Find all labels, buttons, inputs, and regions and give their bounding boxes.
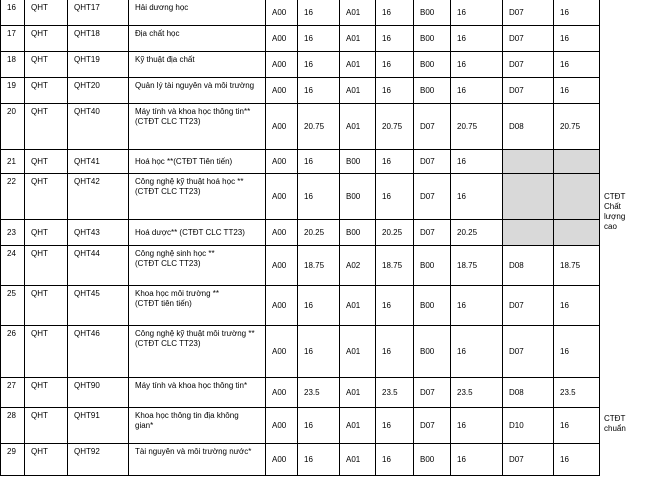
score-3: 16 — [451, 286, 503, 326]
combo-4: D08 — [503, 378, 554, 408]
score-2: 16 — [376, 26, 414, 52]
major-code: QHT18 — [68, 26, 129, 52]
score-3: 16 — [451, 78, 503, 104]
score-2: 16 — [376, 286, 414, 326]
combo-3: B00 — [414, 26, 451, 52]
major-name — [129, 326, 266, 378]
major-code: QHT19 — [68, 52, 129, 78]
major-code: QHT17 — [68, 0, 129, 26]
program-note — [600, 246, 646, 286]
school-code: QHT — [25, 78, 68, 104]
score-2: 20.25 — [376, 220, 414, 246]
table-row — [1, 26, 646, 52]
school-code: QHT — [25, 0, 68, 26]
combo-1: A00 — [266, 26, 298, 52]
combo-3: B00 — [414, 78, 451, 104]
combo-4: D07 — [503, 286, 554, 326]
score-1: 16 — [298, 78, 340, 104]
school-code: QHT — [25, 174, 68, 220]
combo-4: D08 — [503, 246, 554, 286]
table-row — [1, 246, 646, 286]
score-3: 16 — [451, 326, 503, 378]
combo-3: B00 — [414, 326, 451, 378]
score-1: 16 — [298, 150, 340, 174]
school-code: QHT — [25, 104, 68, 150]
school-code: QHT — [25, 286, 68, 326]
score-2: 16 — [376, 174, 414, 220]
major-name — [129, 286, 266, 326]
major-name — [129, 104, 266, 150]
combo-2: A02 — [340, 246, 376, 286]
table-row — [1, 52, 646, 78]
combo-4: D07 — [503, 26, 554, 52]
table-row — [1, 78, 646, 104]
combo-1: A00 — [266, 150, 298, 174]
major-name-line-1: Khoa học thông tin địa không — [135, 411, 239, 420]
score-4: 16 — [554, 52, 600, 78]
major-code: QHT41 — [68, 150, 129, 174]
score-4: 16 — [554, 444, 600, 476]
score-3: 16 — [451, 0, 503, 26]
score-1: 16 — [298, 286, 340, 326]
score-3: 16 — [451, 52, 503, 78]
score-2: 16 — [376, 78, 414, 104]
program-note-high-quality: CTĐT Chất lượng cao — [600, 150, 646, 246]
table-row — [1, 378, 646, 408]
major-name-line-2: (CTĐT CLC TT23) — [135, 187, 201, 196]
combo-1: A00 — [266, 52, 298, 78]
score-4: 16 — [554, 78, 600, 104]
score-3: 20.75 — [451, 104, 503, 150]
score-1: 16 — [298, 444, 340, 476]
program-note — [600, 52, 646, 78]
program-note — [600, 104, 646, 150]
score-3: 16 — [451, 26, 503, 52]
major-code: QHT40 — [68, 104, 129, 150]
row-number: 27 — [1, 378, 25, 408]
major-name-line-2: (CTĐT tiên tiến) — [135, 299, 192, 308]
combo-2: B00 — [340, 150, 376, 174]
score-3: 16 — [451, 444, 503, 476]
combo-3: D07 — [414, 174, 451, 220]
combo-4: D07 — [503, 78, 554, 104]
combo-3: B00 — [414, 0, 451, 26]
major-name: Hoá học **(CTĐT Tiên tiến) — [129, 150, 266, 174]
combo-2: A01 — [340, 326, 376, 378]
school-code: QHT — [25, 220, 68, 246]
major-code: QHT45 — [68, 286, 129, 326]
score-2: 16 — [376, 444, 414, 476]
score-1: 16 — [298, 174, 340, 220]
combo-4: D07 — [503, 326, 554, 378]
row-number: 29 — [1, 444, 25, 476]
score-4: 16 — [554, 326, 600, 378]
score-2: 16 — [376, 408, 414, 444]
row-number: 16 — [1, 0, 25, 26]
combo-2: A01 — [340, 104, 376, 150]
major-name-line-1: Công nghệ kỹ thuật môi trường ** — [135, 329, 255, 338]
major-name-line-2: gian* — [135, 421, 154, 430]
school-code: QHT — [25, 378, 68, 408]
major-code: QHT91 — [68, 408, 129, 444]
combo-2: B00 — [340, 174, 376, 220]
empty-cell — [503, 220, 554, 246]
major-name-line-2: (CTĐT CLC TT23) — [135, 117, 201, 126]
empty-cell — [554, 174, 600, 220]
major-name-line-1: Khoa học môi trường ** — [135, 289, 219, 298]
table-row — [1, 150, 646, 174]
school-code: QHT — [25, 408, 68, 444]
score-2: 23.5 — [376, 378, 414, 408]
major-name — [129, 246, 266, 286]
major-code: QHT92 — [68, 444, 129, 476]
row-number: 25 — [1, 286, 25, 326]
combo-3: D07 — [414, 220, 451, 246]
combo-3: D07 — [414, 150, 451, 174]
program-note-standard: CTĐT chuẩn — [600, 378, 646, 476]
combo-1: A00 — [266, 104, 298, 150]
row-number: 18 — [1, 52, 25, 78]
combo-1: A00 — [266, 78, 298, 104]
combo-1: A00 — [266, 378, 298, 408]
combo-4: D08 — [503, 104, 554, 150]
combo-3: B00 — [414, 444, 451, 476]
combo-2: A01 — [340, 286, 376, 326]
combo-2: A01 — [340, 52, 376, 78]
combo-2: A01 — [340, 0, 376, 26]
major-name: Kỹ thuật địa chất — [129, 52, 266, 78]
combo-1: A00 — [266, 408, 298, 444]
program-note — [600, 26, 646, 52]
row-number: 20 — [1, 104, 25, 150]
program-note — [600, 78, 646, 104]
score-3: 20.25 — [451, 220, 503, 246]
score-3: 16 — [451, 174, 503, 220]
score-3: 16 — [451, 150, 503, 174]
table-row — [1, 0, 646, 26]
combo-3: B00 — [414, 246, 451, 286]
score-1: 23.5 — [298, 378, 340, 408]
row-number: 19 — [1, 78, 25, 104]
row-number: 24 — [1, 246, 25, 286]
school-code: QHT — [25, 444, 68, 476]
major-code: QHT44 — [68, 246, 129, 286]
combo-2: A01 — [340, 444, 376, 476]
major-name-line-1: Máy tính và khoa học thông tin** — [135, 107, 251, 116]
major-name: Hoá dược** (CTĐT CLC TT23) — [129, 220, 266, 246]
major-name: Địa chất học — [129, 26, 266, 52]
combo-4: D07 — [503, 52, 554, 78]
score-4: 23.5 — [554, 378, 600, 408]
major-name-line-1: Công nghệ sinh học ** — [135, 249, 215, 258]
score-1: 20.75 — [298, 104, 340, 150]
row-number: 17 — [1, 26, 25, 52]
combo-1: A00 — [266, 174, 298, 220]
combo-3: D07 — [414, 378, 451, 408]
combo-2: A01 — [340, 408, 376, 444]
score-1: 16 — [298, 52, 340, 78]
major-name: Máy tính và khoa học thông tin* — [129, 378, 266, 408]
score-2: 16 — [376, 52, 414, 78]
score-1: 16 — [298, 326, 340, 378]
row-number: 26 — [1, 326, 25, 378]
combo-3: B00 — [414, 52, 451, 78]
school-code: QHT — [25, 26, 68, 52]
combo-3: D07 — [414, 104, 451, 150]
combo-4: D07 — [503, 444, 554, 476]
score-1: 16 — [298, 408, 340, 444]
program-note — [600, 0, 646, 26]
row-number: 22 — [1, 174, 25, 220]
score-4: 18.75 — [554, 246, 600, 286]
combo-1: A00 — [266, 0, 298, 26]
combo-1: A00 — [266, 286, 298, 326]
score-2: 20.75 — [376, 104, 414, 150]
score-4: 16 — [554, 286, 600, 326]
program-note — [600, 286, 646, 326]
major-name-line-2: (CTĐT CLC TT23) — [135, 339, 201, 348]
table-row — [1, 104, 646, 150]
school-code: QHT — [25, 326, 68, 378]
combo-1: A00 — [266, 220, 298, 246]
table-row — [1, 286, 646, 326]
combo-3: B00 — [414, 286, 451, 326]
score-3: 18.75 — [451, 246, 503, 286]
major-name-line-2: (CTĐT CLC TT23) — [135, 259, 201, 268]
table-row — [1, 408, 646, 444]
row-number: 23 — [1, 220, 25, 246]
score-2: 18.75 — [376, 246, 414, 286]
combo-2: B00 — [340, 220, 376, 246]
combo-1: A00 — [266, 246, 298, 286]
table-row — [1, 220, 646, 246]
combo-1: A00 — [266, 444, 298, 476]
major-name: Hải dương học — [129, 0, 266, 26]
score-2: 16 — [376, 0, 414, 26]
major-name — [129, 174, 266, 220]
major-name — [129, 408, 266, 444]
program-note — [600, 326, 646, 378]
row-number: 21 — [1, 150, 25, 174]
empty-cell — [503, 150, 554, 174]
score-1: 18.75 — [298, 246, 340, 286]
score-2: 16 — [376, 150, 414, 174]
combo-2: A01 — [340, 378, 376, 408]
empty-cell — [554, 220, 600, 246]
score-1: 20.25 — [298, 220, 340, 246]
major-code: QHT20 — [68, 78, 129, 104]
major-code: QHT42 — [68, 174, 129, 220]
school-code: QHT — [25, 246, 68, 286]
empty-cell — [503, 174, 554, 220]
combo-2: A01 — [340, 26, 376, 52]
score-4: 16 — [554, 408, 600, 444]
score-2: 16 — [376, 326, 414, 378]
school-code: QHT — [25, 52, 68, 78]
school-code: QHT — [25, 150, 68, 174]
combo-3: D07 — [414, 408, 451, 444]
major-code: QHT46 — [68, 326, 129, 378]
score-1: 16 — [298, 26, 340, 52]
table-row — [1, 326, 646, 378]
combo-4: D07 — [503, 0, 554, 26]
score-3: 16 — [451, 408, 503, 444]
score-3: 23.5 — [451, 378, 503, 408]
major-name: Tài nguyên và môi trường nước* — [129, 444, 266, 476]
combo-4: D10 — [503, 408, 554, 444]
table-row — [1, 174, 646, 220]
score-4: 16 — [554, 0, 600, 26]
score-4: 16 — [554, 26, 600, 52]
major-code: QHT90 — [68, 378, 129, 408]
major-name-line-1: Công nghệ kỹ thuật hoá học ** — [135, 177, 244, 186]
major-code: QHT43 — [68, 220, 129, 246]
major-name: Quản lý tài nguyên và môi trường — [129, 78, 266, 104]
empty-cell — [554, 150, 600, 174]
score-4: 20.75 — [554, 104, 600, 150]
combo-1: A00 — [266, 326, 298, 378]
table-row — [1, 444, 646, 476]
combo-2: A01 — [340, 78, 376, 104]
score-1: 16 — [298, 0, 340, 26]
row-number: 28 — [1, 408, 25, 444]
